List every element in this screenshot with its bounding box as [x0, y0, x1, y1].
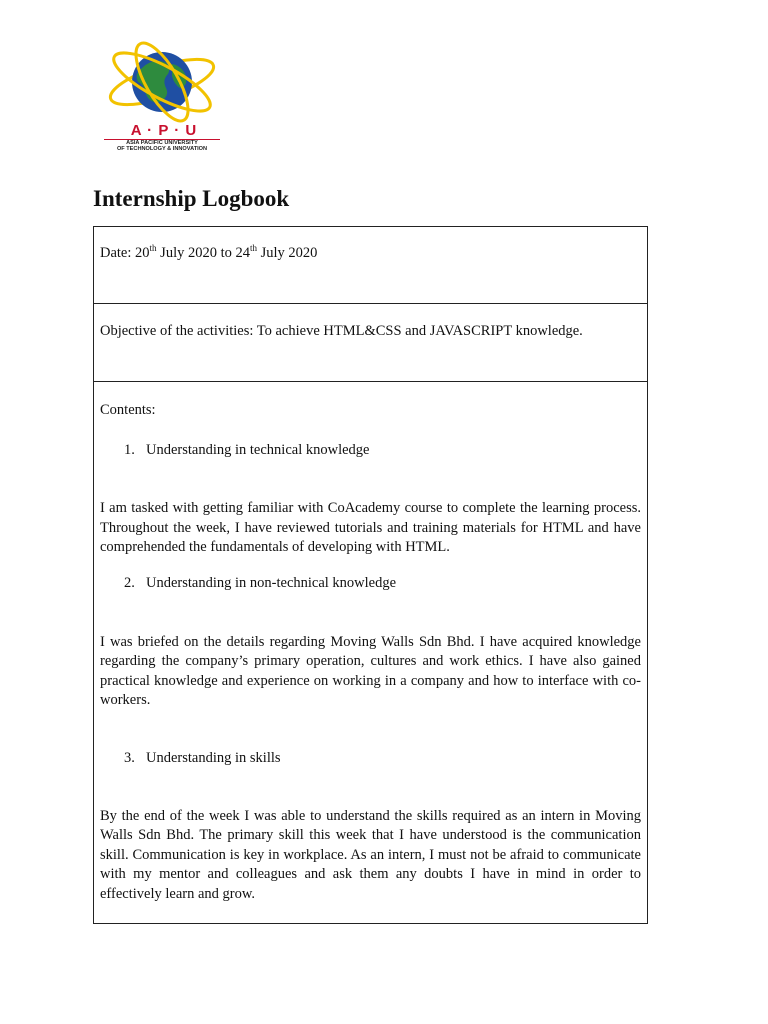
logo-letters: A · P · U: [130, 122, 198, 139]
logo-subtitle-line1: ASIA PACIFIC UNIVERSITY: [126, 140, 198, 146]
date-suffix: July 2020: [257, 245, 318, 261]
date-row: [94, 227, 647, 304]
date-middle: July 2020 to 24: [156, 245, 250, 261]
section-number: 2.: [124, 574, 135, 591]
objective-text: Objective of the activities: To achieve HTML&CSS and JAVASCRIPT knowledge.: [100, 323, 583, 339]
section-heading-text: Understanding in technical knowledge: [146, 442, 370, 458]
globe-icon: [100, 38, 224, 128]
logo-subtitle: [104, 140, 220, 152]
date-end-suffix: th: [250, 243, 258, 253]
section-heading-text: Understanding in non-technical knowledge: [146, 574, 397, 591]
page-title: Internship Logbook: [93, 186, 290, 211]
section-paragraph-non-technical: I was briefed on the details regarding Moving Walls Sdn Bhd. I have acquired knowledge regarding the company’s primary operation, cultures and work ethics. I have also gained practical knowledge and experience on working in a company and how to interface with co-workers.: [100, 633, 641, 708]
objective-row: [94, 304, 647, 382]
logo-subtitle-line2: OF TECHNOLOGY & INNOVATION: [116, 146, 208, 152]
contents-label: Contents:: [100, 402, 156, 418]
section-number: 1.: [124, 442, 135, 458]
section-heading-skills: [124, 750, 641, 767]
section-number: 3.: [124, 749, 135, 766]
date-prefix: Date: 20: [100, 245, 150, 261]
logbook-table: [93, 226, 648, 924]
contents-row: [94, 382, 647, 923]
section-heading-technical: [124, 442, 641, 459]
apu-logo: [100, 38, 224, 150]
section-heading-non-technical: [124, 575, 641, 592]
section-paragraph-technical: I am tasked with getting familiar with CoAcademy course to complete the learning process. Throughout the week, I have reviewed tutorials and training materials for HTML and have comprehended the fundamentals of developing with HTML.: [100, 500, 641, 555]
date-start-suffix: th: [149, 243, 157, 253]
section-paragraph-skills: By the end of the week I was able to understand the skills required as an intern in Moving Walls Sdn Bhd. The primary skill this week that I have understood is the communication skill. Communication is key in workplace. As an intern, I must not be afraid to communicate with my mentor and colleagues and ask them any doubts I have in mind in order to effectively learn and grow.: [100, 807, 641, 902]
section-heading-text: Understanding in skills: [146, 749, 281, 766]
